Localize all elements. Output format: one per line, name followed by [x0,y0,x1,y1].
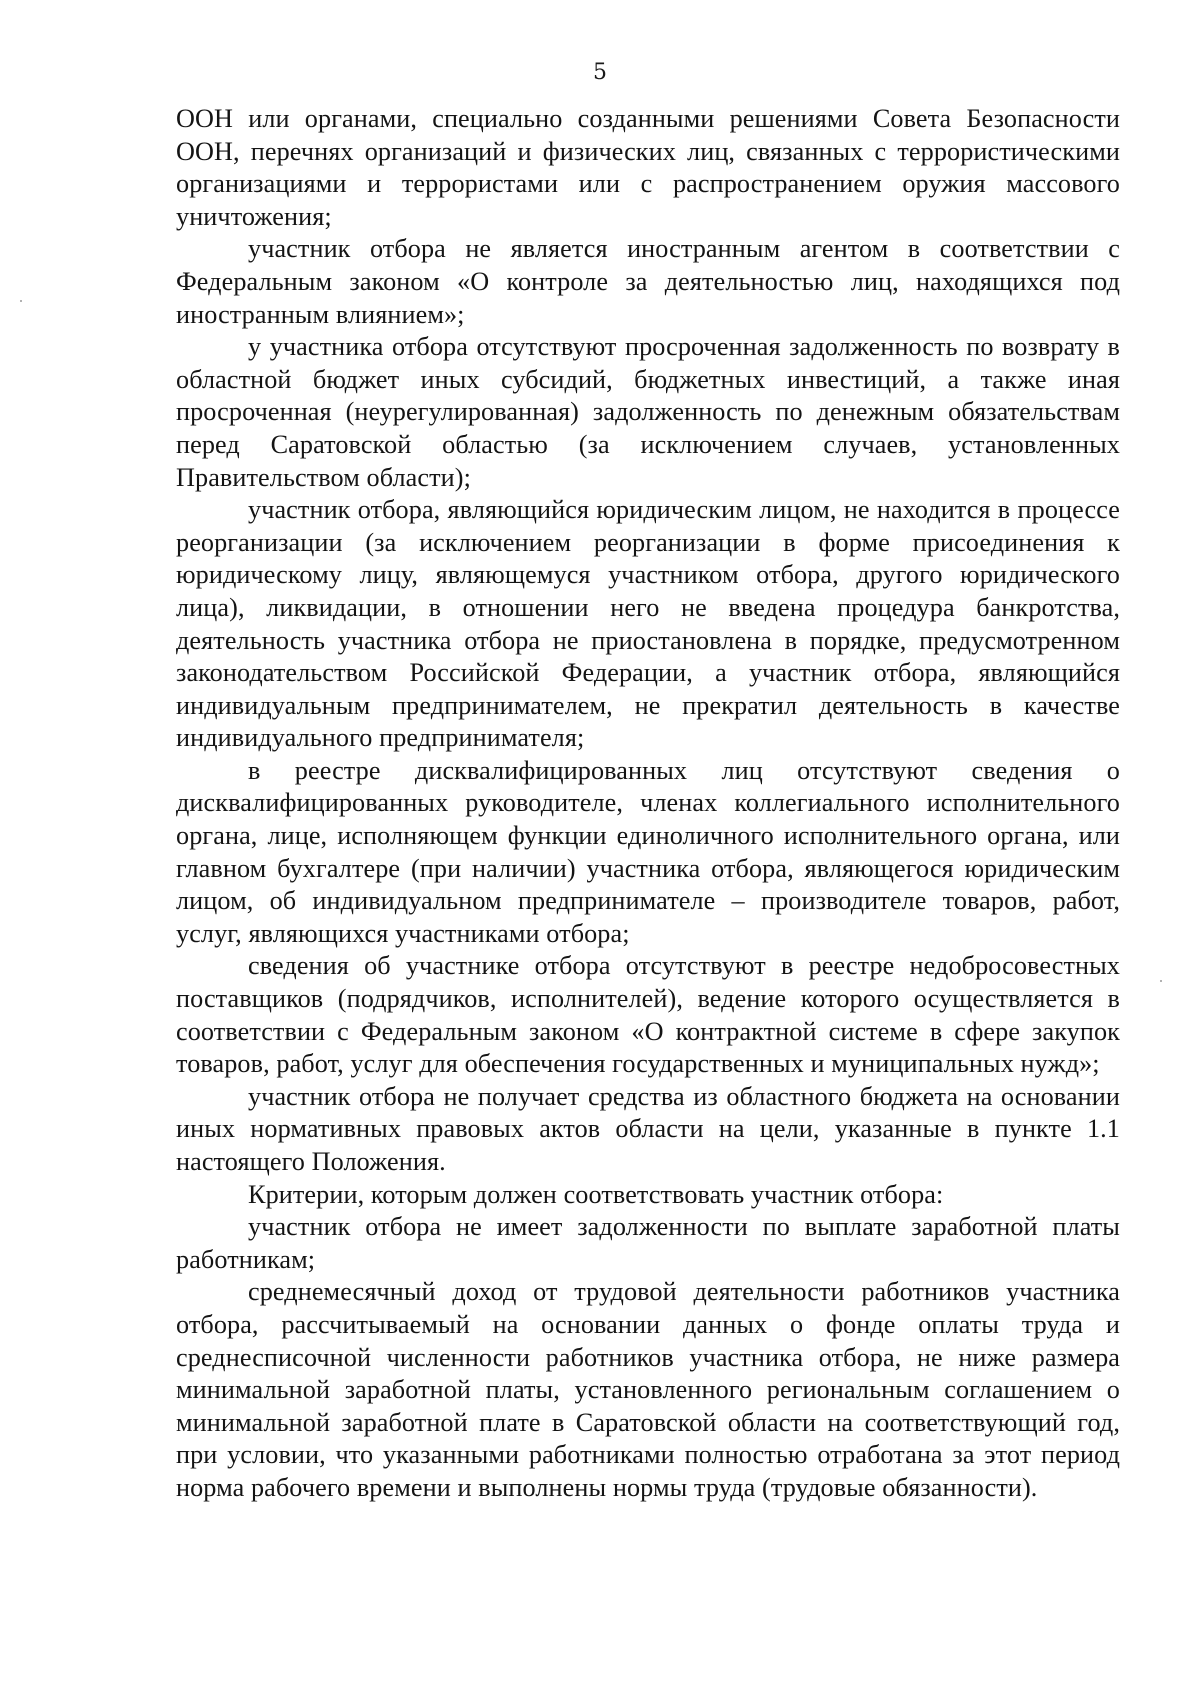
paragraph-criteria-heading: Критерии, которым должен соответствовать участник отбора: [248,1179,944,1209]
page-number: 5 [593,60,607,85]
paragraph-unscrupulous-suppliers: сведения об участнике отбора отсутствуют в реестре недобросовестных поставщиков (подрядчиков, исполнителей), ведение которого осуществляется в соответствии с Федеральным законом «О контрактной системе в сфере закупок товаров, работ, услуг для обеспечения государственных и муниципальных нужд»; [176,951,1120,1079]
paragraph-reorganization: участник отбора, являющийся юридическим лицом, не находится в процессе реорганизации (за исключением реорганизации в форме присоединения к юридическому лицу, являющемуся участником отбора, другого юридического лица), ликвидации, в отношении него не введена процедура банкротства, деятельность участника отбора не приостановлена в порядке, предусмотренном законодательством Российской Федерации, а участник отбора, являющийся индивидуальным предпринимателем, не прекратил деятельность в качестве индивидуального предпринимателя; [176,495,1120,753]
paragraph-no-other-funds: участник отбора не получает средства из областного бюджета на основании иных нормативных правовых актов области на цели, указанные в пункте 1.1 настоящего Положения. [176,1081,1120,1176]
paragraph-foreign-agent: участник отбора не является иностранным агентом в соответствии с Федеральным законом «О контроле за деятельностью лиц, находящихся под иностранным влиянием»; [176,234,1120,329]
paragraph-overdue-debt: у участника отбора отсутствуют просроченная задолженность по возврату в областной бюджет иных субсидий, бюджетных инвестиций, а также иная просроченная (неурегулированная) задолженность по денежным обязательствам перед Саратовской областью (за исключением случаев, установленных Правительством области); [176,332,1120,492]
paragraph-average-income: среднемесячный доход от трудовой деятельности работников участника отбора, рассчитываемый на основании данных о фонде оплаты труда и среднесписочной численности работников участника отбора, не ниже размера минимальной заработной платы, установленного региональным соглашением о минимальной заработной плате в Саратовской области на соответствующий год, при условии, что указанными работниками полностью отработана за этот период норма рабочего времени и выполнены нормы труда (трудовые обязанности). [176,1277,1120,1502]
scan-speck [20,300,22,302]
document-body [176,103,1120,1505]
paragraph-no-wage-arrears: участник отбора не имеет задолженности по выплате заработной платы работникам; [176,1212,1120,1274]
scan-speck [1160,980,1162,982]
paragraph-disqualified-persons: в реестре дисквалифицированных лиц отсутствуют сведения о дисквалифицированных руководителе, членах коллегиального исполнительного органа, лице, исполняющем функции единоличного исполнительного органа, или главном бухгалтере (при наличии) участника отбора, являющегося юридическим лицом, об индивидуальном предпринимателе – производителе товаров, работ, услуг, являющихся участниками отбора; [176,755,1120,948]
paragraph-continuation: ООН или органами, специально созданными решениями Совета Безопасности ООН, перечнях организаций и физических лиц, связанных с террористическими организациями и террористами или с распространением оружия массового уничтожения; [176,104,1120,231]
